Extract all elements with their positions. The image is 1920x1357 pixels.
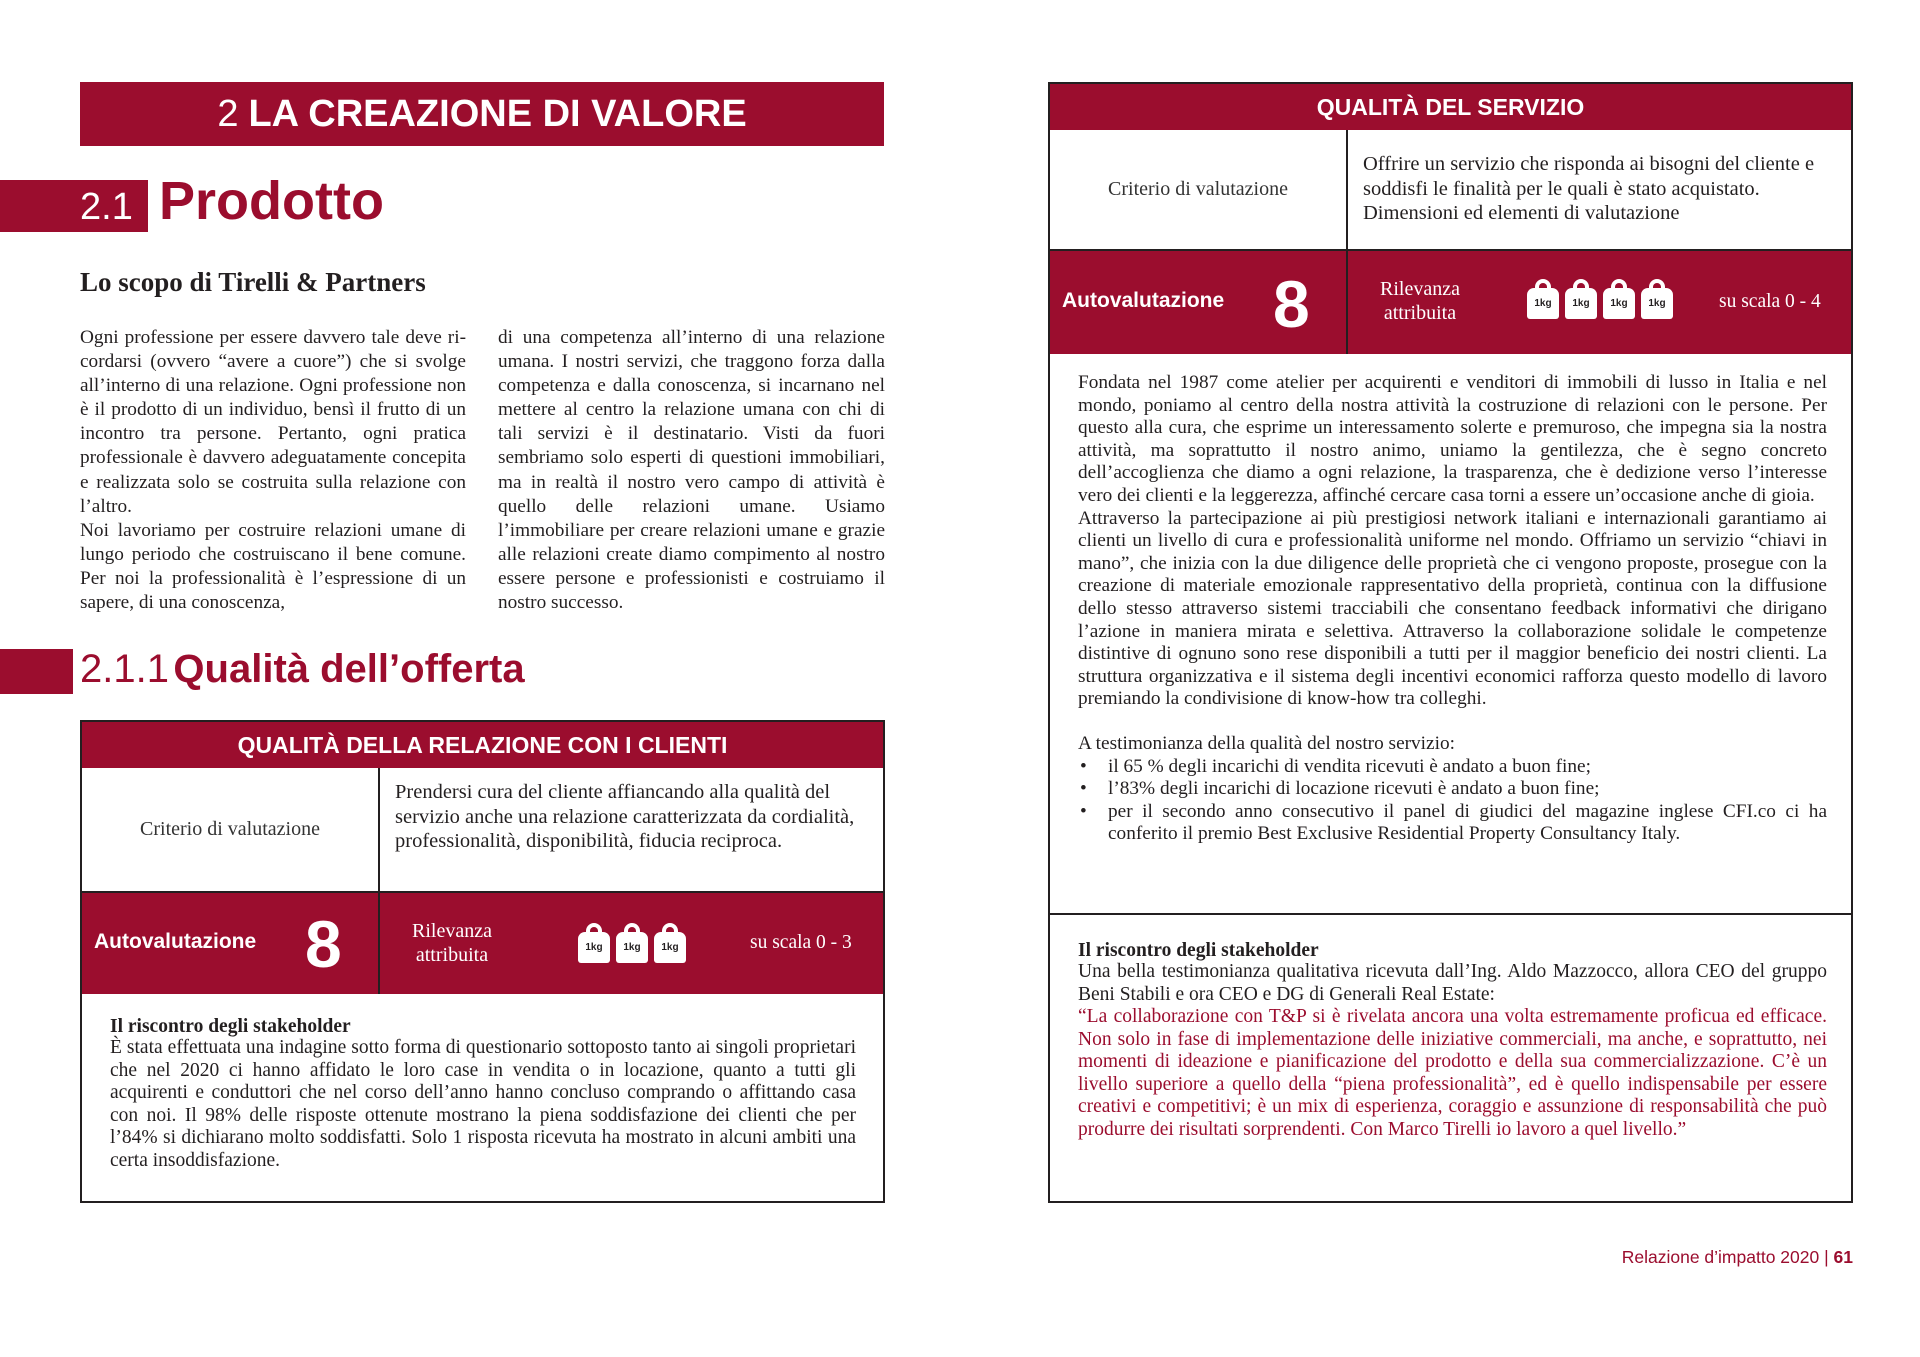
self-assessment-score: 8	[305, 907, 342, 981]
relevance-label	[412, 919, 492, 967]
footer-separator: |	[1824, 1247, 1829, 1267]
score-divider	[1346, 251, 1348, 354]
subsection-heading	[80, 647, 525, 692]
purpose-paragraph: di una competenza all’interno di una relazione umana. I nostri servizi, che traggono forza dalla competenza e dalla conoscenza, si incarnano nel mettere al centro la relazione umana con chi di tali servizi è il destinatario. Visti da fuori sembriamo solo esperti di questioni immobiliari, ma in realtà il nostro vero campo di attività è quello delle relazioni umane. Usiamo l’immobiliare per creare relazioni umane e grazie alle relazioni create diamo compimento al nostro essere persone e professionisti e costruiamo il nostro successo.	[498, 327, 885, 614]
weight-icon	[1565, 279, 1597, 319]
section-title: Prodotto	[159, 171, 384, 231]
purpose-column-2	[498, 326, 885, 615]
subsection-bar	[0, 649, 73, 694]
relevance-label	[1380, 277, 1460, 325]
table-client-relationship	[80, 720, 885, 1203]
subsection-title: Qualità dell’offerta	[173, 647, 525, 691]
weight-icon	[616, 923, 648, 963]
criterion-row	[1050, 130, 1851, 251]
section-number: 2.1	[80, 186, 133, 228]
purpose-heading: Lo scopo di Tirelli & Partners	[80, 267, 426, 297]
criterion-text: Offrire un servizio che risponda ai bisogni del cliente e soddisfi le finalità per le quali è stato acquistato. Dimensioni ed elementi di valutazione	[1363, 153, 1815, 225]
stakeholder-intro: Una bella testimonianza qualitativa ricevuta dall’Ing. Aldo Mazzocco, allora CEO del gruppo Beni Stabili e ora CEO e DG di Generali Real Estate:	[1078, 961, 1827, 1005]
score-row	[82, 893, 883, 994]
subsection-number: 2.1.1	[80, 647, 169, 691]
list-item: • per il secondo anno consecutivo il panel di giudici del magazine inglese CFI.co ci ha conferito il premio Best Exclusive Residential Property Consultancy Italy.	[1078, 801, 1827, 846]
relevance-weights	[1527, 279, 1673, 319]
list-item: • il 65 % degli incarichi di vendita ricevuti è andato a buon fine;	[1078, 756, 1827, 779]
purpose-paragraph: Ogni professione per essere davvero tale deve ri-cordarsi (ovvero “avere a cuore”) che si svolge all’interno di una relazione. Ogni professione non è il prodotto di un individuo, bensì il frutto di un incontro tra persone. Pertanto, ogni pratica professionale è davvero adeguatamente concepita e realizzata solo se costruita sulla relazione con l’altro.	[80, 327, 466, 517]
purpose-column-1	[80, 326, 466, 615]
self-assessment-score: 8	[1273, 267, 1310, 341]
weight-label: 1kg	[654, 932, 686, 963]
weight-label: 1kg	[578, 932, 610, 963]
stakeholder-title: Il riscontro degli stakeholder	[1078, 940, 1319, 961]
stakeholder-feedback	[1078, 961, 1827, 1141]
criterion-row	[82, 768, 883, 893]
score-divider	[378, 893, 380, 994]
service-paragraph: Fondata nel 1987 come atelier per acquirenti e venditori di immobili di lusso in Italia e nel mondo, poniamo al centro della nostra attività la costruzione di relazioni con le persone. Per questo alla cura, che esprime un interessamento solerte e premuroso, che impegna sia la nostra attività, ma soprattutto il nostro animo, uniamo la gentilezza, che è segno concreto dell’accoglienza che diamo a ogni relazione, la trasparenza, che è dedizione verso l’interesse vero dei clienti e la leggerezza, affinché cercare casa torni a essere un’occasione anche di gioia.	[1078, 372, 1827, 506]
weight-icon	[1527, 279, 1559, 319]
weight-icon	[1641, 279, 1673, 319]
purpose-paragraph: Noi lavoriamo per costruire relazioni umane di lungo periodo che costruiscano il bene comune. Per noi la professionalità è l’espressione di un sapere, di una conoscenza,	[80, 519, 466, 614]
chapter-number: 2	[217, 92, 239, 135]
stakeholder-quote: “La collaborazione con T&P si è rivelata ancora una volta estremamente proficua ed efficace. Non solo in fase di implementazione delle iniziative commerciali, ma anche, e soprattutto, nei momenti di ideazione e pianificazione del prodotto e della sua commercializzazione. C’è un livello superiore a quello della “piena professionalità”, ed è quello indispensabile per essere creativi e competitivi; è un mix di esperienza, coraggio e assunzione di responsabilità che può produrre dei risultati sorprendenti. Con Marco Tirelli io lavoro a quel livello.”	[1078, 1006, 1827, 1140]
relevance-label-line: attribuita	[415, 944, 489, 966]
criterion-label: Criterio di valutazione	[82, 768, 380, 891]
section-divider	[1050, 913, 1851, 915]
self-assessment-label: Autovalutazione	[94, 930, 257, 953]
criterion-text: Prendersi cura del cliente affiancando alla qualità del servizio anche una relazione caratterizzata da cordialità, professionalità, disponibilità, fiducia reciproca.	[395, 781, 855, 853]
stakeholder-text: È stata effettuata una indagine sotto forma di questionario sottoposto tanto ai singoli proprietari che nel 2020 ci hanno affidato le loro case in vendita o in locazione, quanto a tutti gli acquirenti e conduttori che nel corso dell’anno hanno concluso comprando o affittando casa con noi. Il 98% delle risposte ottenute mostrano la piena soddisfazione dei clienti che per l’84% si dichiarano molto soddisfatti. Solo 1 risposta ricevuta ha mostrato in alcuni ambiti una certa insoddisfazione.	[110, 1037, 856, 1171]
weight-icon	[1603, 279, 1635, 319]
footer-text: Relazione d’impatto 2020	[1621, 1247, 1820, 1267]
score-row	[1050, 251, 1851, 354]
relevance-weights	[578, 923, 686, 963]
relevance-label-line: Rilevanza	[1380, 278, 1460, 300]
chapter-banner	[80, 82, 884, 146]
weight-label: 1kg	[1641, 288, 1673, 319]
scale-label: su scala 0 - 4	[1719, 291, 1821, 312]
relevance-label-line: Rilevanza	[412, 920, 492, 942]
service-description	[1078, 372, 1827, 846]
relevance-label-line: attribuita	[1383, 302, 1457, 324]
page-footer	[1622, 1247, 1853, 1268]
stakeholder-title: Il riscontro degli stakeholder	[110, 1016, 351, 1037]
table-service-quality	[1048, 82, 1853, 1203]
weight-label: 1kg	[1527, 288, 1559, 319]
chapter-title: LA CREAZIONE DI VALORE	[248, 92, 747, 135]
testimony-list	[1078, 756, 1827, 846]
weight-icon	[578, 923, 610, 963]
list-item: • l’83% degli incarichi di locazione ricevuti è andato a buon fine;	[1078, 778, 1827, 801]
weight-label: 1kg	[1603, 288, 1635, 319]
table-header: QUALITÀ DEL SERVIZIO	[1050, 84, 1851, 130]
criterion-label: Criterio di valutazione	[1050, 130, 1348, 249]
scale-label: su scala 0 - 3	[750, 932, 852, 953]
page-number: 61	[1833, 1247, 1853, 1267]
table-header: QUALITÀ DELLA RELAZIONE CON I CLIENTI	[82, 722, 883, 768]
service-paragraph: Attraverso la partecipazione ai più prestigiosi network italiani e internazionali garantiamo ai clienti un livello di cura e professionalità uniforme nel mondo. Offriamo un servizio “chiavi in mano”, che inizia con la due diligence delle proprietà che ci vengono proposte, prosegue con la creazione di materiale emozionale rappresentativo della proprietà, continua con la diffusione dello stesso attraverso sistemi tracciabili che consentano feedback informativi che dirigano l’azione in maniera mirata e selettiva. Attraverso la collaborazione solidale le competenze distintive di ognuno sono rese disponibili a tutti per il maggior beneficio dei nostri clienti. La struttura organizzativa e il sistema degli incentivi economici rafforza questo modello di lavoro premiando la condivisione di know-how tra colleghi.	[1078, 507, 1827, 710]
testimony-intro: A testimonianza della qualità del nostro servizio:	[1078, 732, 1455, 754]
weight-icon	[654, 923, 686, 963]
weight-label: 1kg	[1565, 288, 1597, 319]
weight-label: 1kg	[616, 932, 648, 963]
self-assessment-label: Autovalutazione	[1062, 289, 1225, 312]
